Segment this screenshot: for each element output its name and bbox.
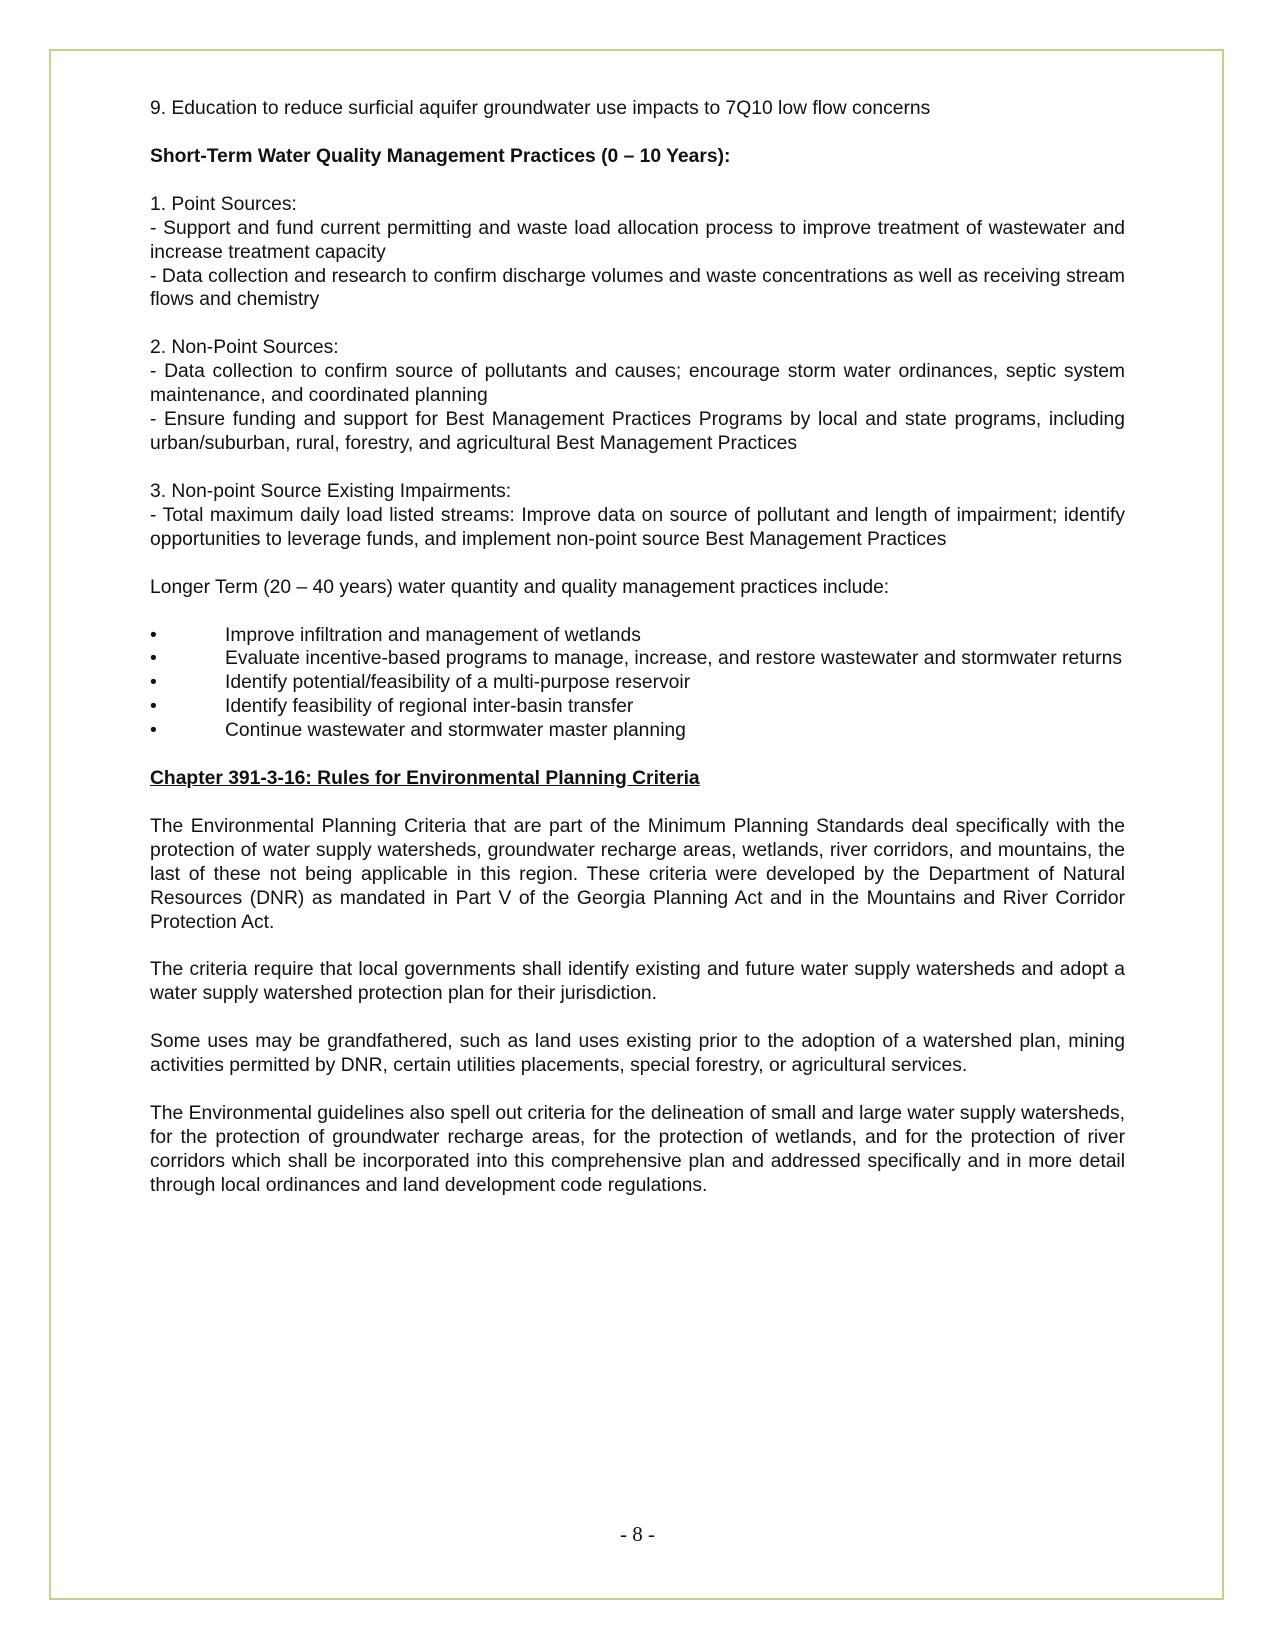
point-sources-title: 1. Point Sources: <box>150 193 297 215</box>
non-point-impairments-item: - Total maximum daily load listed streams: Improve data on source of pollutant and length of impairment; identify opportunities to leverage funds, and implement non-point source Best Management Practices <box>150 504 1125 550</box>
bullet-text: Evaluate incentive-based programs to manage, increase, and restore wastewater and stormwater returns <box>225 648 1123 670</box>
bullet-icon: • <box>150 624 157 646</box>
body-paragraph: The Environmental guidelines also spell out criteria for the delineation of small and large water supply watersheds, for the protection of groundwater recharge areas, for the protection of wetlands, and for the protection of river corridors which shall be incorporated into this comprehensive plan and addressed specifically and in more detail through local ordinances and land development code regulations. <box>150 1103 1125 1196</box>
bullet-text: Identify feasibility of regional inter-basin transfer <box>225 696 634 718</box>
bullet-icon: • <box>150 672 157 694</box>
body-paragraph: Some uses may be grandfathered, such as land uses existing prior to the adoption of a watershed plan, mining activities permitted by DNR, certain utilities placements, special forestry, or agricultural services. <box>150 1031 1125 1077</box>
body-paragraph: The criteria require that local governments shall identify existing and future water supply watersheds and adopt a water supply watershed protection plan for their jurisdiction. <box>150 959 1125 1005</box>
document-body <box>150 97 1125 1198</box>
intro-line: 9. Education to reduce surficial aquifer groundwater use impacts to 7Q10 low flow concerns <box>150 98 931 119</box>
bullet-item <box>150 695 1125 719</box>
bullet-text: Continue wastewater and stormwater master planning <box>225 720 686 742</box>
bullet-icon: • <box>150 720 157 742</box>
bullet-icon: • <box>150 648 157 670</box>
non-point-sources-title: 2. Non-Point Sources: <box>150 337 339 359</box>
bullet-text: Identify potential/feasibility of a multi-purpose reservoir <box>225 672 691 694</box>
short-term-heading: Short-Term Water Quality Management Practices (0 – 10 Years): <box>150 145 731 167</box>
bullet-text: Improve infiltration and management of wetlands <box>225 624 641 646</box>
bullet-icon: • <box>150 696 157 718</box>
body-paragraph: The Environmental Planning Criteria that are part of the Minimum Planning Standards deal specifically with the protection of water supply watersheds, groundwater recharge areas, wetlands, river corridors, and mountains, the last of these not being applicable in this region. These criteria were developed by the Department of Natural Resources (DNR) as mandated in Part V of the Georgia Planning Act and in the Mountains and River Corridor Protection Act. <box>150 815 1125 933</box>
point-sources-item: - Support and fund current permitting and waste load allocation process to improve treatment of wastewater and increase treatment capacity <box>150 217 1125 263</box>
bullet-item <box>150 719 1125 743</box>
non-point-sources-item: - Data collection to confirm source of pollutants and causes; encourage storm water ordinances, septic system maintenance, and coordinated planning <box>150 361 1125 407</box>
point-sources-item: - Data collection and research to confirm discharge volumes and waste concentrations as well as receiving stream flows and chemistry <box>150 265 1125 311</box>
page-number: - 8 - <box>620 1522 655 1546</box>
bullet-item <box>150 624 1125 648</box>
longer-term-intro: Longer Term (20 – 40 years) water quantity and quality management practices include: <box>150 576 890 598</box>
bullet-item <box>150 647 1125 671</box>
chapter-heading: Chapter 391-3-16: Rules for Environmental Planning Criteria <box>150 768 700 790</box>
longer-term-bullet-list <box>150 624 1125 744</box>
bullet-item <box>150 671 1125 695</box>
non-point-sources-item: - Ensure funding and support for Best Management Practices Programs by local and state programs, including urban/suburban, rural, forestry, and agricultural Best Management Practices <box>150 409 1125 454</box>
non-point-impairments-title: 3. Non-point Source Existing Impairments: <box>150 480 512 502</box>
